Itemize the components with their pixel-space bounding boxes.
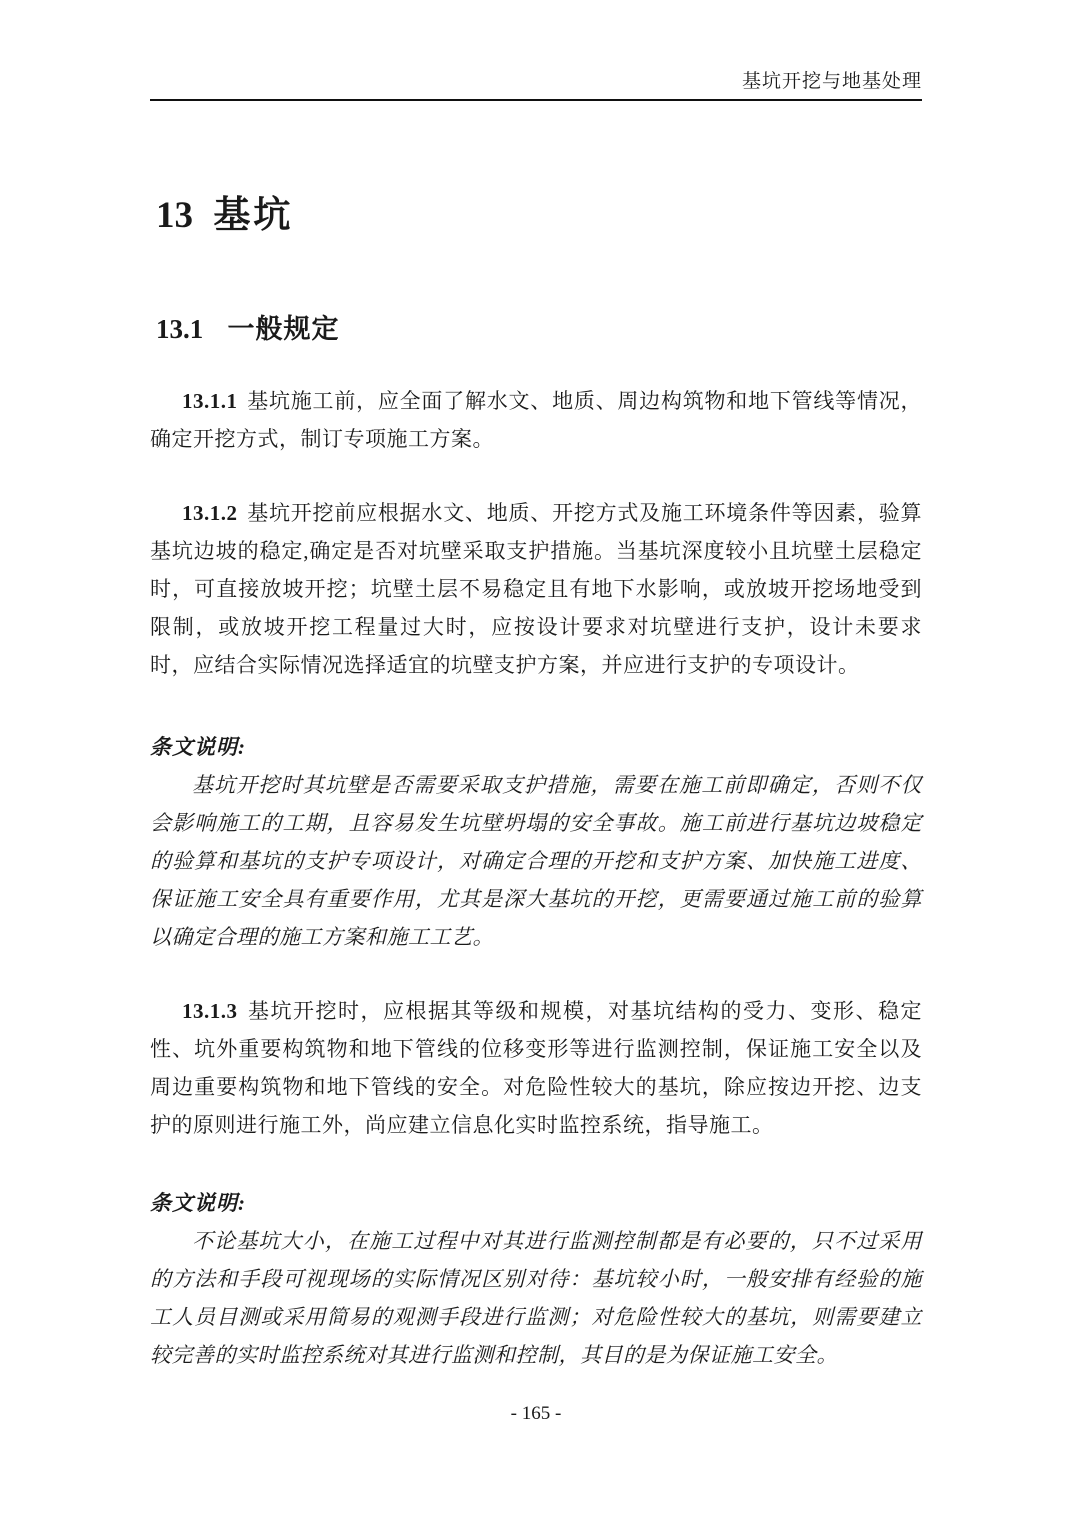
commentary-label: 条文说明: — [150, 1191, 246, 1215]
chapter-number: 13 — [156, 195, 193, 236]
chapter-title — [156, 193, 922, 238]
commentary-text: 不论基坑大小，在施工过程中对其进行监测控制都是有必要的，只不过采用的方法和手段可视现场的实际情况区别对待：基坑较小时，一般安排有经验的施工人员目测或采用简易的观测手段进行监测；对危险性较大的基坑，则需要建立较完善的实时监控系统对其进行监测和控制，其目的是为保证施工安全。 — [150, 1229, 922, 1367]
clause-paragraph — [150, 992, 922, 1144]
clause-paragraph — [150, 494, 922, 684]
commentary-block — [150, 1184, 922, 1374]
clause-paragraph — [150, 382, 922, 458]
page-number: - 165 - — [510, 1403, 562, 1424]
commentary-block — [150, 728, 922, 956]
clause-text: 基坑开挖前应根据水文、地质、开挖方式及施工环境条件等因素，验算基坑边坡的稳定,确定是否对坑壁采取支护措施。当基坑深度较小且坑壁土层稳定时，可直接放坡开挖；坑壁土层不易稳定且有地下水影响，或放坡开挖场地受到限制，或放坡开挖工程量过大时，应按设计要求对坑壁进行支护，设计未要求时，应结合实际情况选择适宜的坑壁支护方案，并应进行支护的专项设计。 — [150, 501, 922, 677]
clause-number: 13.1.2 — [182, 501, 238, 525]
section-heading — [156, 312, 922, 346]
chapter-title-text: 基坑 — [213, 194, 294, 235]
section-number: 13.1 — [156, 314, 204, 344]
header-rule — [150, 99, 922, 101]
section-title-text: 一般规定 — [227, 314, 340, 344]
clause-number: 13.1.1 — [182, 389, 238, 413]
clause-number: 13.1.3 — [182, 999, 238, 1023]
commentary-text: 基坑开挖时其坑壁是否需要采取支护措施，需要在施工前即确定，否则不仅会影响施工的工期，且容易发生坑壁坍塌的安全事故。施工前进行基坑边坡稳定的验算和基坑的支护专项设计，对确定合理的开挖和支护方案、加快施工进度、保证施工安全具有重要作用，尤其是深大基坑的开挖，更需要通过施工前的验算以确定合理的施工方案和施工工艺。 — [150, 773, 922, 949]
commentary-label: 条文说明: — [150, 735, 246, 759]
running-header-title: 基坑开挖与地基处理 — [741, 71, 922, 92]
clause-text: 基坑施工前，应全面了解水文、地质、周边构筑物和地下管线等情况，确定开挖方式，制订专项施工方案。 — [150, 389, 922, 451]
clause-text: 基坑开挖时，应根据其等级和规模，对基坑结构的受力、变形、稳定性、坑外重要构筑物和地下管线的位移变形等进行监测控制，保证施工安全以及周边重要构筑物和地下管线的安全。对危险性较大的基坑，除应按边开挖、边支护的原则进行施工外，尚应建立信息化实时监控系统，指导施工。 — [150, 999, 922, 1137]
